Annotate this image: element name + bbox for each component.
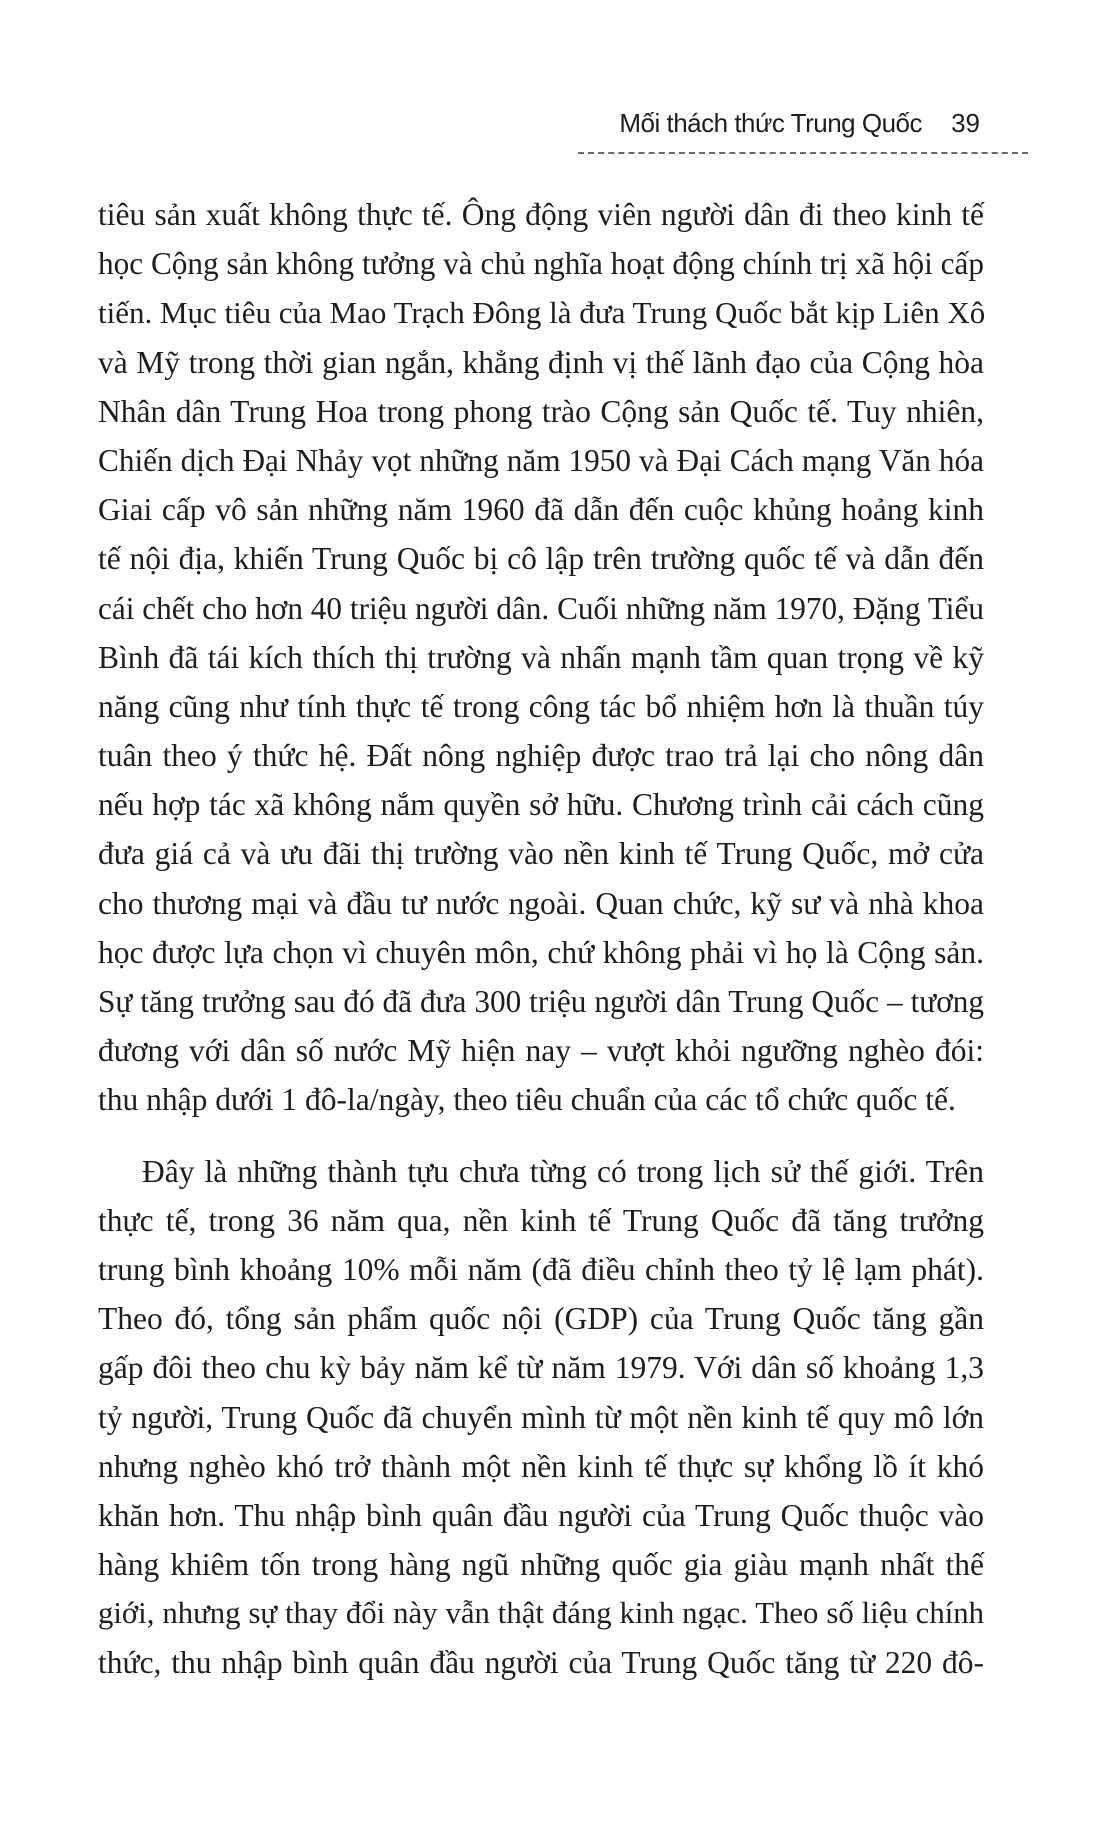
text-line: tỷ người, Trung Quốc đã chuyển mình từ một nền kinh tế quy mô lớn — [98, 1399, 984, 1435]
running-header — [600, 108, 1000, 152]
text-line: Chiến dịch Đại Nhảy vọt những năm 1950 và Đại Cách mạng Văn hóa — [98, 442, 984, 478]
text-line: đưa giá cả và ưu đãi thị trường vào nền kinh tế Trung Quốc, mở cửa — [98, 836, 984, 872]
header-dashed-rule — [578, 152, 1028, 154]
text-line: nếu hợp tác xã không nắm quyền sở hữu. Chương trình cải cách cũng — [98, 787, 984, 823]
text-line: thức, thu nhập bình quân đầu người của Trung Quốc tăng từ 220 đô- — [98, 1645, 984, 1681]
text-line: và Mỹ trong thời gian ngắn, khẳng định vị thế lãnh đạo của Cộng hòa — [98, 344, 984, 380]
text-line: nhưng nghèo khó trở thành một nền kinh tế thực sự khổng lồ ít khó — [98, 1448, 984, 1484]
paragraph-1 — [98, 190, 984, 1125]
text-line: Sự tăng trưởng sau đó đã đưa 300 triệu người dân Trung Quốc – tương — [98, 984, 984, 1019]
paragraph-2 — [98, 1147, 984, 1688]
text-line: học Cộng sản không tưởng và chủ nghĩa hoạt động chính trị xã hội cấp — [98, 246, 984, 282]
body-text — [98, 190, 984, 1688]
text-line: năng cũng như tính thực tế trong công tác bổ nhiệm hơn là thuần túy — [98, 688, 984, 724]
text-line: tiến. Mục tiêu của Mao Trạch Đông là đưa Trung Quốc bắt kịp Liên Xô — [98, 295, 986, 331]
text-line: cái chết cho hơn 40 triệu người dân. Cuối những năm 1970, Đặng Tiểu — [98, 590, 984, 626]
text-line: Đây là những thành tựu chưa từng có trong lịch sử thế giới. Trên — [142, 1153, 984, 1189]
text-line: thu nhập dưới 1 đô-la/ngày, theo tiêu chuẩn của các tổ chức quốc tế. — [98, 1082, 956, 1118]
text-line: khăn hơn. Thu nhập bình quân đầu người của Trung Quốc thuộc vào — [98, 1497, 984, 1533]
text-line: cho thương mại và đầu tư nước ngoài. Quan chức, kỹ sư và nhà khoa — [98, 885, 984, 921]
text-line: Giai cấp vô sản những năm 1960 đã dẫn đến cuộc khủng hoảng kinh — [98, 492, 984, 528]
text-line: hàng khiêm tốn trong hàng ngũ những quốc gia giàu mạnh nhất thế — [98, 1547, 984, 1583]
text-line: Nhân dân Trung Hoa trong phong trào Cộng sản Quốc tế. Tuy nhiên, — [98, 393, 984, 429]
text-line: giới, nhưng sự thay đổi này vẫn thật đáng kinh ngạc. Theo số liệu chính — [98, 1596, 984, 1631]
running-title: Mối thách thức Trung Quốc — [619, 108, 922, 138]
text-line: tế nội địa, khiến Trung Quốc bị cô lập trên trường quốc tế và dẫn đến — [98, 541, 984, 577]
page-number: 39 — [951, 108, 980, 138]
paragraph-spacing — [98, 1125, 984, 1147]
text-line: Bình đã tái kích thích thị trường và nhấn mạnh tầm quan trọng về kỹ — [98, 639, 984, 675]
text-line: tuân theo ý thức hệ. Đất nông nghiệp được trao trả lại cho nông dân — [98, 738, 984, 774]
text-line: đương với dân số nước Mỹ hiện nay – vượt khỏi ngưỡng nghèo đói: — [98, 1033, 984, 1069]
text-line: học được lựa chọn vì chuyên môn, chứ không phải vì họ là Cộng sản. — [98, 934, 984, 970]
text-line: tiêu sản xuất không thực tế. Ông động viên người dân đi theo kinh tế — [98, 197, 984, 232]
text-line: thực tế, trong 36 năm qua, nền kinh tế Trung Quốc đã tăng trưởng — [98, 1202, 984, 1238]
text-line: trung bình khoảng 10% mỗi năm (đã điều chỉnh theo tỷ lệ lạm phát). — [98, 1251, 984, 1287]
text-line: Theo đó, tổng sản phẩm quốc nội (GDP) của Trung Quốc tăng gần — [98, 1301, 984, 1337]
text-line: gấp đôi theo chu kỳ bảy năm kể từ năm 1979. Với dân số khoảng 1,3 — [98, 1350, 984, 1386]
